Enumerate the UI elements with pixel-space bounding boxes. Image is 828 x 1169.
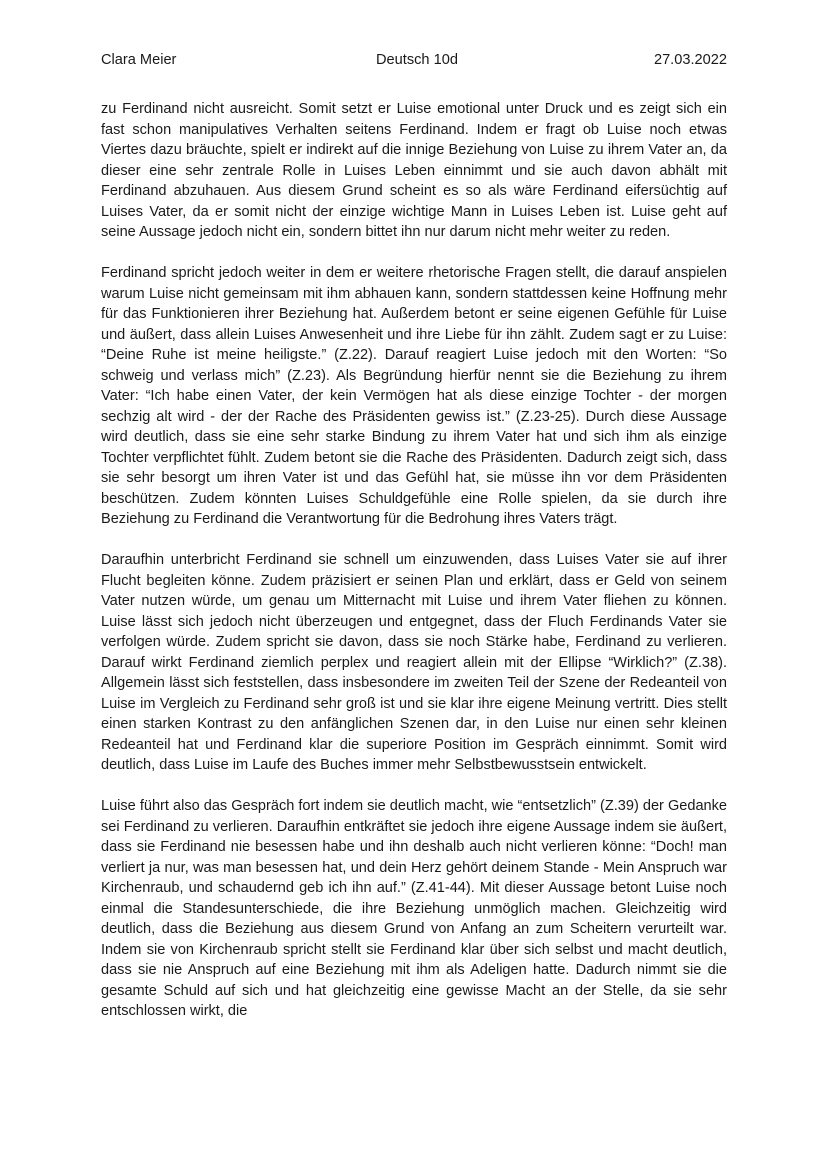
document-body	[101, 99, 727, 1042]
author-name: Clara Meier	[101, 52, 177, 68]
paragraph: zu Ferdinand nicht ausreicht. Somit setzt er Luise emotional unter Druck und es zeigt sich ein fast schon manipulatives Verhalten seitens Ferdinand. Indem er fragt ob Luise noch etwas Viertes dazu bräuchte, spielt er indirekt auf die innige Beziehung von Luise zu ihrem Vater an, da dieser eine sehr zentrale Rolle in Luises Leben einnimmt und sie auch davon abhält mit Ferdinand abzuhauen. Aus diesem Grund scheint es so als wäre Ferdinand eifersüchtig auf Luises Vater, da er somit nicht der einzige wichtige Mann in Luises Leben ist. Luise geht auf seine Aussage jedoch nicht ein, sondern bittet ihn nur darum nicht mehr weiter zu reden.	[101, 101, 727, 240]
paragraph: Luise führt also das Gespräch fort indem sie deutlich macht, wie “entsetzlich” (Z.39) der Gedanke sei Ferdinand zu verlieren. Daraufhin entkräftet sie jedoch ihre eigene Aussage indem sie äußert, dass sie Ferdinand nie besessen habe und ihn deshalb auch nicht verlieren könne: “Doch! man verliert ja nur, was man besessen hat, und dein Herz gehört deinem Stande - Mein Anspruch war Kirchenraub, und schaudernd geb ich ihn auf.” (Z.41-44). Mit dieser Aussage betont Luise noch einmal die Standesunterschiede, die ihre Beziehung unmöglich machen. Gleichzeitig wird deutlich, dass die Beziehung aus diesem Grund von Anfang an zum Scheitern verurteilt war. Indem sie von Kirchenraub spricht stellt sie Ferdinand klar über sich selbst und macht deutlich, dass sie nie Anspruch auf eine Beziehung mit ihm als Adeligen hatte. Dadurch nimmt sie die gesamte Schuld auf sich und hat gleichzeitig eine gewisse Macht an der Stelle, da sie sehr entschlossen wirkt, die	[101, 798, 727, 1019]
document-date: 27.03.2022	[653, 52, 727, 68]
paragraph: Daraufhin unterbricht Ferdinand sie schnell um einzuwenden, dass Luises Vater sie auf ihrer Flucht begleiten könne. Zudem präzisiert er seinen Plan und erklärt, dass er Geld von seinem Vater nutzen würde, um genau um Mitternacht mit Luise und ihrem Vater fliehen zu können. Luise lässt sich jedoch nicht überzeugen und entgegnet, dass der Fluch Ferdinands Vater sie verfolgen würde. Zudem spricht sie davon, dass sie noch Stärke habe, Ferdinand zu verlieren. Darauf wirkt Ferdinand ziemlich perplex und reagiert allein mit der Ellipse “Wirklich?” (Z.38). Allgemein lässt sich feststellen, dass insbesondere im zweiten Teil der Szene der Redeanteil von Luise im Vergleich zu Ferdinand sehr groß ist und sie klar ihre eigene Meinung vertritt. Dies stellt einen starken Kontrast zu den anfänglichen Szenen dar, in den Luise nur einen sehr kleinen Redeanteil hat und Ferdinand klar die superiore Position im Gespräch einnimmt. Somit wird deutlich, dass Luise im Laufe des Buches immer mehr Selbstbewusstsein entwickelt.	[101, 552, 727, 773]
page-header	[101, 50, 727, 70]
paragraph: Ferdinand spricht jedoch weiter in dem er weitere rhetorische Fragen stellt, die darauf anspielen warum Luise nicht gemeinsam mit ihm abhauen kann, sondern stattdessen keine Hoffnung mehr für das Funktionieren ihrer Beziehung hat. Außerdem betont er seine eigenen Gefühle für Luise und äußert, dass allein Luises Anwesenheit und ihre Liebe für ihn zählt. Zudem sagt er zu Luise: “Deine Ruhe ist meine heiligste.” (Z.22). Darauf reagiert Luise jedoch mit den Worten: “So schweig und verlass mich” (Z.23). Als Begründung hierfür nennt sie die Beziehung zu ihrem Vater: “Ich habe einen Vater, der kein Vermögen hat als diese einzige Tochter - der morgen sechzig alt wird - der der Rache des Präsidenten gewiss ist.” (Z.23-25). Durch diese Aussage wird deutlich, dass sie eine sehr starke Bindung zu ihrem Vater hat und sich ihm als einzige Tochter verpflichtet fühlt. Zudem betont sie die Rache des Präsidenten. Dadurch zeigt sich, dass sie sehr besorgt um ihren Vater ist und das Gefühl hat, sie müsse ihn vor dem Präsidenten beschützen. Zudem könnten Luises Schuldgefühle eine Rolle spielen, da sie durch ihre Beziehung zu Ferdinand die Verantwortung für die Bedrohung ihres Vaters trägt.	[101, 265, 727, 527]
subject-class: Deutsch 10d	[376, 52, 458, 68]
